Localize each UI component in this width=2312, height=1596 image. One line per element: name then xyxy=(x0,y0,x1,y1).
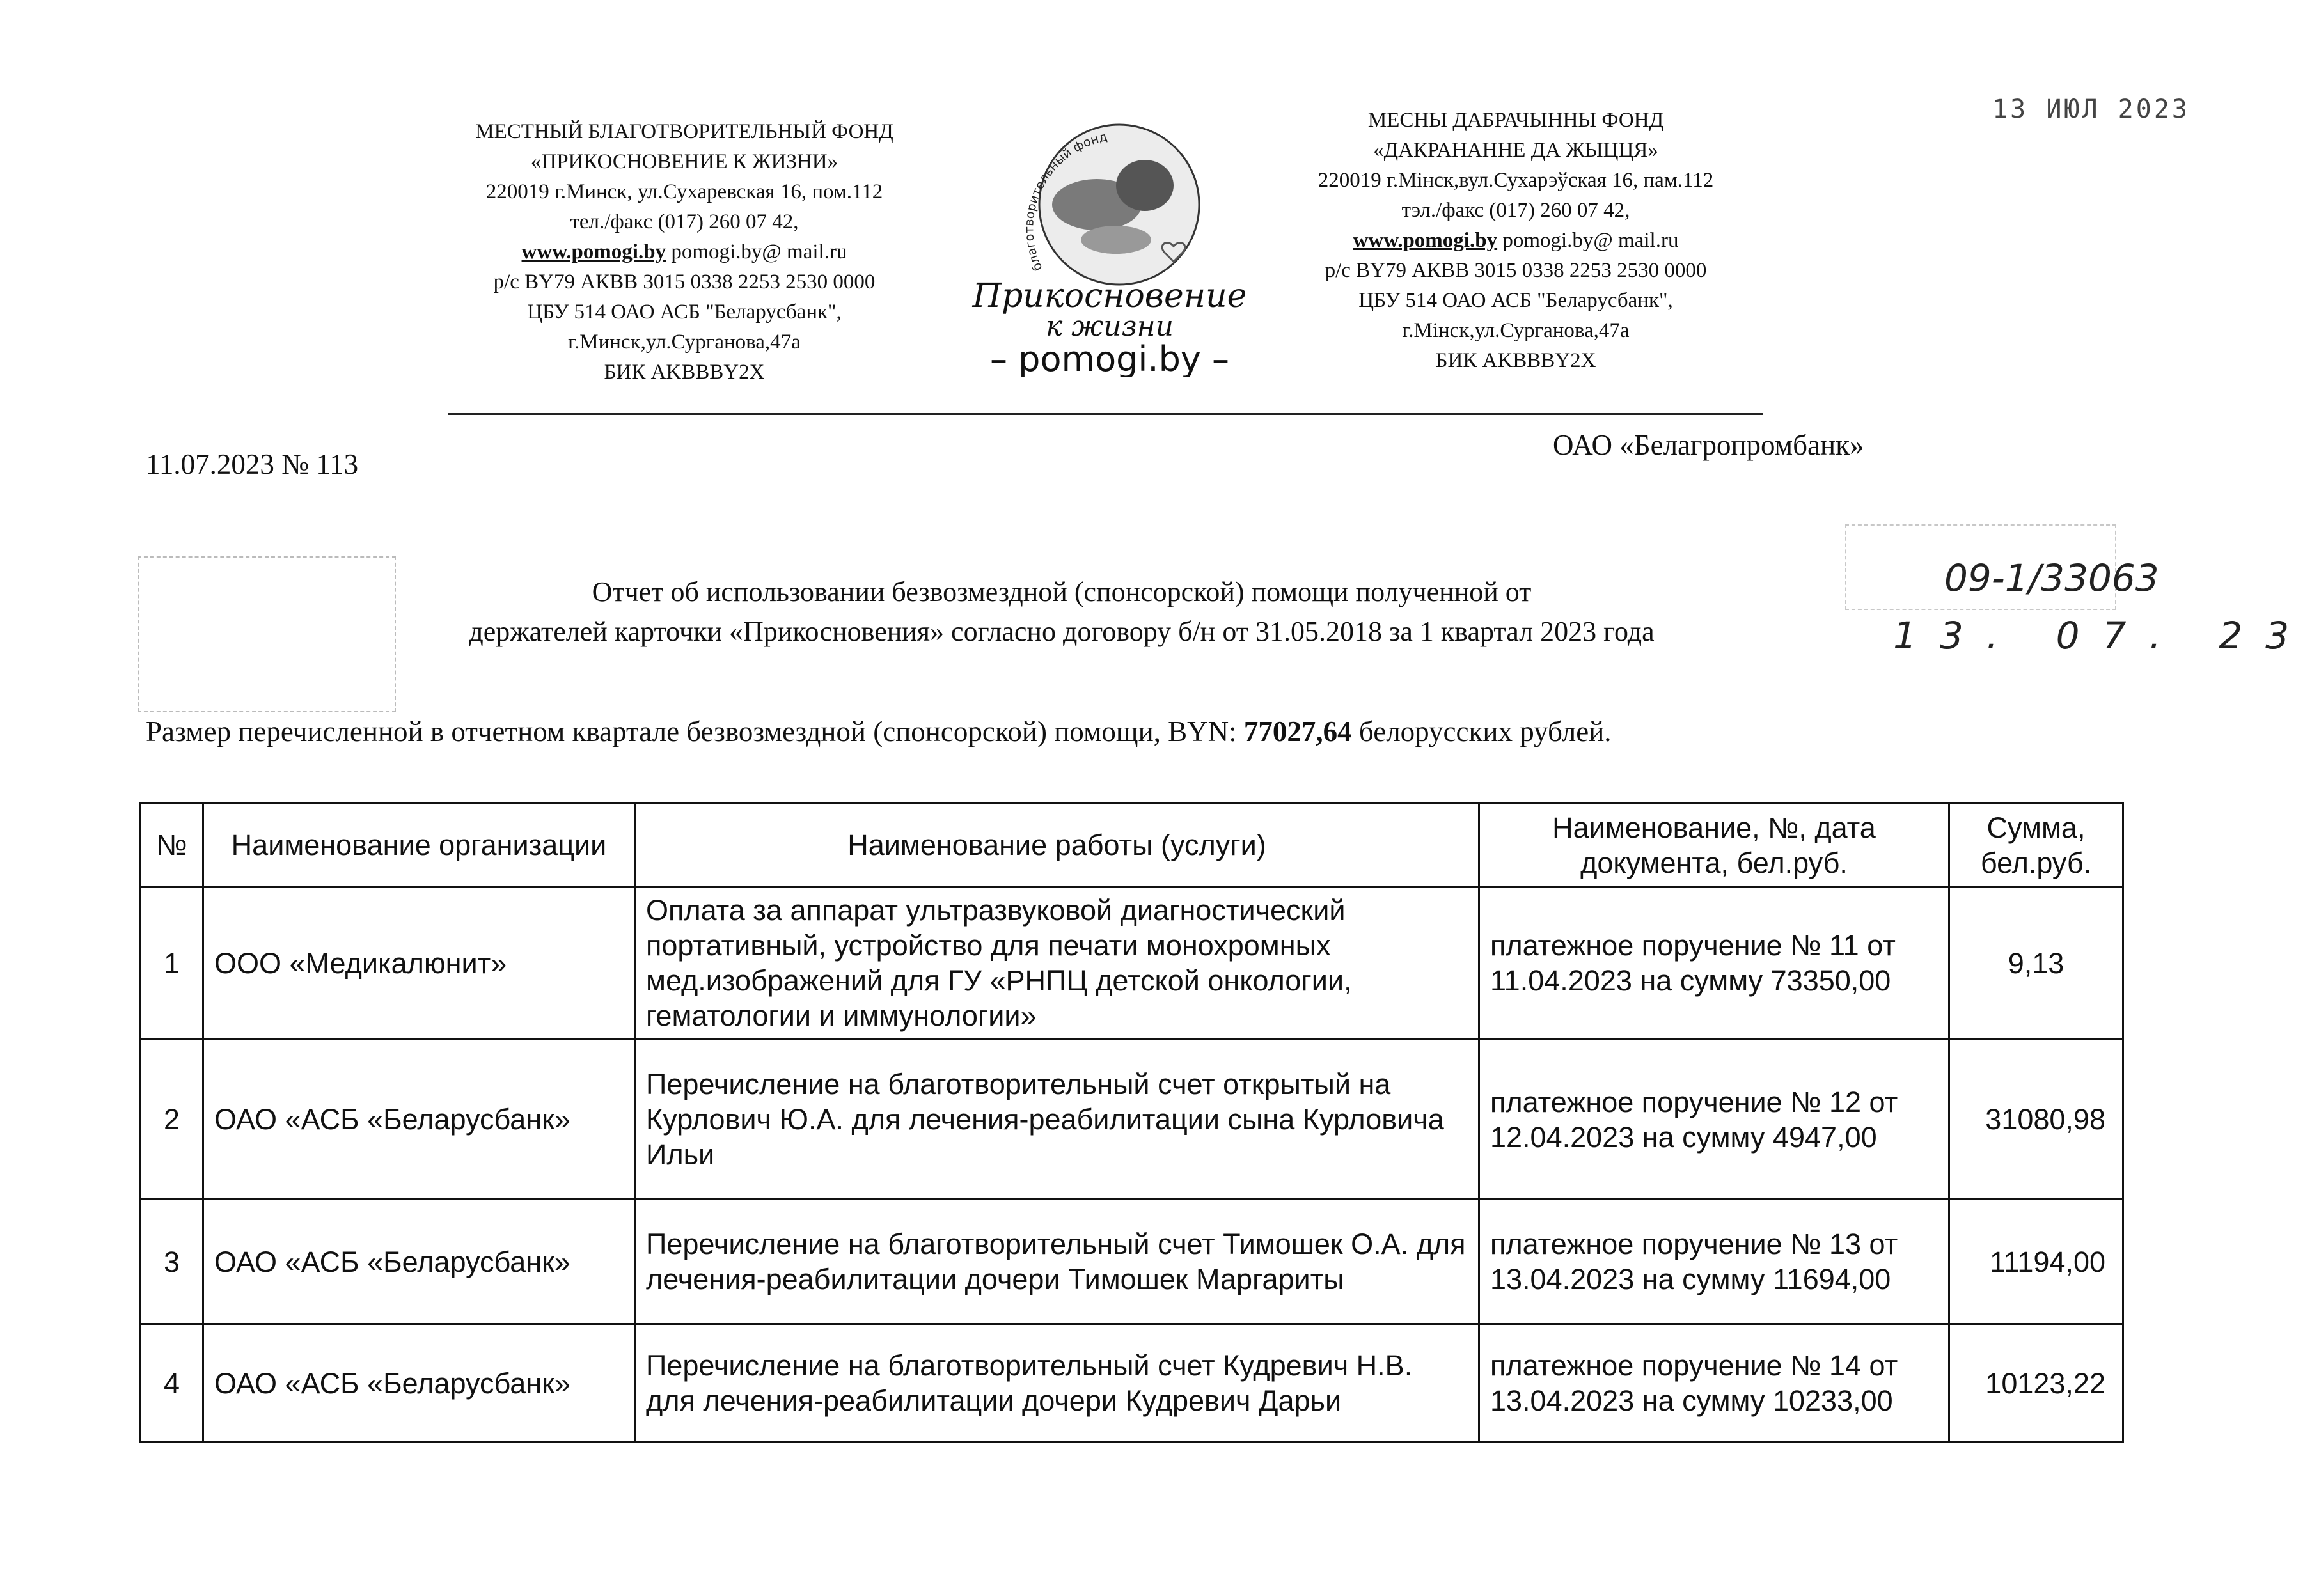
header-right-line: 220019 г.Мінск,вул.Сухарэўская 16, пам.112 xyxy=(1317,169,1714,192)
summary-line xyxy=(146,715,1612,748)
header-left-contacts xyxy=(441,237,927,267)
header-right-email: pomogi.by@ mail.ru xyxy=(1497,229,1679,252)
table-row xyxy=(141,887,2123,1040)
header-left-line: БИК AKBBBY2X xyxy=(604,361,765,384)
received-date-stamp: 13 ИЮЛ 2023 xyxy=(1992,95,2190,124)
row-num: 2 xyxy=(141,1040,203,1200)
header-org: Наименование организации xyxy=(203,804,635,887)
logo-script-line2: к жизни xyxy=(1046,310,1174,343)
header-right-block xyxy=(1273,106,1759,376)
header-right-line: тэл./факс (017) 260 07 42, xyxy=(1401,199,1630,222)
row-num: 3 xyxy=(141,1200,203,1324)
row-sum: 10123,22 xyxy=(1949,1324,2123,1443)
row-doc: платежное поручение № 12 от 12.04.2023 на сумму 4947,00 xyxy=(1479,1040,1949,1200)
row-work: Перечисление на благотворительный счет Кудревич Н.В. для лечения-реабилитации дочери Кудревич Дарьи xyxy=(635,1324,1479,1443)
row-doc: платежное поручение № 11 от 11.04.2023 на сумму 73350,00 xyxy=(1479,887,1949,1040)
header-left-line: «ПРИКОСНОВЕНИЕ К ЖИЗНИ» xyxy=(530,150,838,173)
header-left-line: тел./факс (017) 260 07 42, xyxy=(570,210,799,233)
row-doc: платежное поручение № 13 от 13.04.2023 на сумму 11694,00 xyxy=(1479,1200,1949,1324)
logo-arc-text: благотворительный фонд xyxy=(1022,129,1109,274)
summary-prefix: Размер перечисленной в отчетном квартале безвозмездной (спонсорской) помощи, BYN: xyxy=(146,716,1244,747)
document-addressee: ОАО «Белагропромбанк» xyxy=(1553,429,1864,461)
header-right-website[interactable]: www.pomogi.by xyxy=(1353,229,1498,252)
header-left-website[interactable]: www.pomogi.by xyxy=(521,240,666,263)
header-right-line: ЦБУ 514 ОАО АСБ "Беларусбанк", xyxy=(1358,289,1673,312)
table-header-row xyxy=(141,804,2123,887)
table-row xyxy=(141,1040,2123,1200)
logo-script-line1: Прикосновение xyxy=(972,277,1247,315)
header-left-email: pomogi.by@ mail.ru xyxy=(666,240,847,263)
handwritten-reg-number: 09-1/33063 xyxy=(1944,556,2159,600)
report-title-line1: Отчет об использовании безвозмездной (спонсорской) помощи полученной от xyxy=(592,576,1532,607)
handwritten-reg-date: 13. 07. 23 xyxy=(1893,614,2312,657)
row-num: 4 xyxy=(141,1324,203,1443)
row-org: ОАО «АСБ «Беларусбанк» xyxy=(203,1324,635,1443)
document-date-number: 11.07.2023 № 113 xyxy=(146,448,359,480)
logo-site: – pomogi.by – xyxy=(990,339,1229,377)
header-right-line: БИК AKBBBY2X xyxy=(1435,349,1596,372)
row-sum: 31080,98 xyxy=(1949,1040,2123,1200)
header-num: № xyxy=(141,804,203,887)
foundation-logo xyxy=(959,109,1260,377)
header-right-line: г.Мінск,ул.Сурганова,47а xyxy=(1402,319,1630,342)
header-work: Наименование работы (услуги) xyxy=(635,804,1479,887)
header-divider xyxy=(448,413,1763,415)
row-num: 1 xyxy=(141,887,203,1040)
header-right-line: «ДАКРАНАННЕ ДА ЖЫЦЦЯ» xyxy=(1373,139,1658,162)
header-left-line: г.Минск,ул.Сурганова,47а xyxy=(568,331,801,354)
row-doc: платежное поручение № 14 от 13.04.2023 на сумму 10233,00 xyxy=(1479,1324,1949,1443)
header-sum: Сумма, бел.руб. xyxy=(1949,804,2123,887)
row-org: ООО «Медикалюнит» xyxy=(203,887,635,1040)
header-right-line: р/с BY79 АКВВ 3015 0338 2253 2530 0000 xyxy=(1325,259,1707,282)
header-right-line: МЕСНЫ ДАБРАЧЫННЫ ФОНД xyxy=(1367,109,1664,132)
summary-amount: 77027,64 xyxy=(1243,716,1352,747)
row-work: Оплата за аппарат ультразвуковой диагностический портативный, устройство для печати монохромных мед.изображений для ГУ «РНПЦ детской онкологии, гематологии и иммунологии» xyxy=(635,887,1479,1040)
row-work: Перечисление на благотворительный счет Тимошек О.А. для лечения-реабилитации дочери Тимошек Маргариты xyxy=(635,1200,1479,1324)
table-row xyxy=(141,1324,2123,1443)
report-title-line2: держателей карточки «Прикосновения» согласно договору б/н от 31.05.2018 за 1 квартал 2023 года xyxy=(469,616,1655,647)
header-doc: Наименование, №, дата документа, бел.руб. xyxy=(1479,804,1949,887)
row-sum: 11194,00 xyxy=(1949,1200,2123,1324)
header-left-line: МЕСТНЫЙ БЛАГОТВОРИТЕЛЬНЫЙ ФОНД xyxy=(475,120,893,143)
report-title xyxy=(192,572,1931,652)
header-left-line: ЦБУ 514 ОАО АСБ "Беларусбанк", xyxy=(527,301,842,324)
table-row xyxy=(141,1200,2123,1324)
header-left-line: 220019 г.Минск, ул.Сухаревская 16, пом.112 xyxy=(485,180,883,203)
header-left-block xyxy=(441,117,927,387)
logo-graphic xyxy=(959,109,1260,377)
summary-suffix: белорусских рублей. xyxy=(1351,716,1612,747)
row-org: ОАО «АСБ «Беларусбанк» xyxy=(203,1040,635,1200)
header-left-line: р/с BY79 АКВВ 3015 0338 2253 2530 0000 xyxy=(493,270,876,293)
report-table xyxy=(139,802,2124,1443)
header-right-contacts xyxy=(1273,226,1759,256)
row-sum: 9,13 xyxy=(1949,887,2123,1040)
row-work: Перечисление на благотворительный счет открытый на Курлович Ю.А. для лечения-реабилитации сына Курловича Ильи xyxy=(635,1040,1479,1200)
row-org: ОАО «АСБ «Беларусбанк» xyxy=(203,1200,635,1324)
